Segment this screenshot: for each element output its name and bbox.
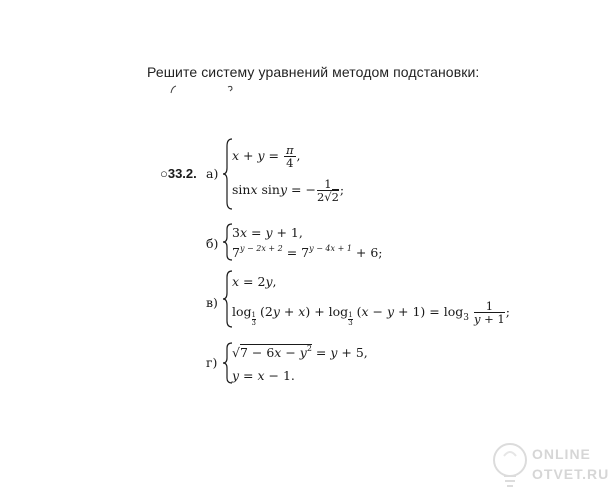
watermark-line-2: OTVET.RU [532, 466, 609, 482]
equation-c-1: x = 2y, [232, 274, 277, 289]
equation-d-1: $√7 - 6x - y^2 = y + 5$, [232, 344, 368, 360]
cropped-text-fragment [168, 85, 248, 93]
equation-c-2: log $\frac{1}{3}$ (2y + x) + log $\frac{1}{3}$ $(x - y + 1) = \log_3$ $\frac{1}{y + 1}$ ; [232, 299, 510, 327]
part-label-a: а) [206, 166, 219, 181]
part-label-c: в) [206, 295, 218, 310]
task-heading: Решите систему уравнений методом подстановки: [147, 64, 480, 80]
equation-b-2: $7^{y - 2x + 2} = 7^{y - 4x + 1} + 6$; [232, 244, 383, 260]
part-label-b: б) [206, 236, 219, 251]
equation-d-2: y = x − 1. [232, 368, 295, 383]
part-label-d: г) [206, 355, 218, 370]
problem-number: ○33.2. [160, 166, 197, 181]
equation-a-1: x + y = $\frac{\pi}{4}$ , [232, 143, 301, 170]
equation-b-1: 3x = y + 1, [232, 225, 303, 240]
equation-a-2: sinx siny = − $\frac{1}{2√2}$ ; [232, 177, 345, 204]
watermark-line-1: ONLINE [532, 446, 591, 462]
